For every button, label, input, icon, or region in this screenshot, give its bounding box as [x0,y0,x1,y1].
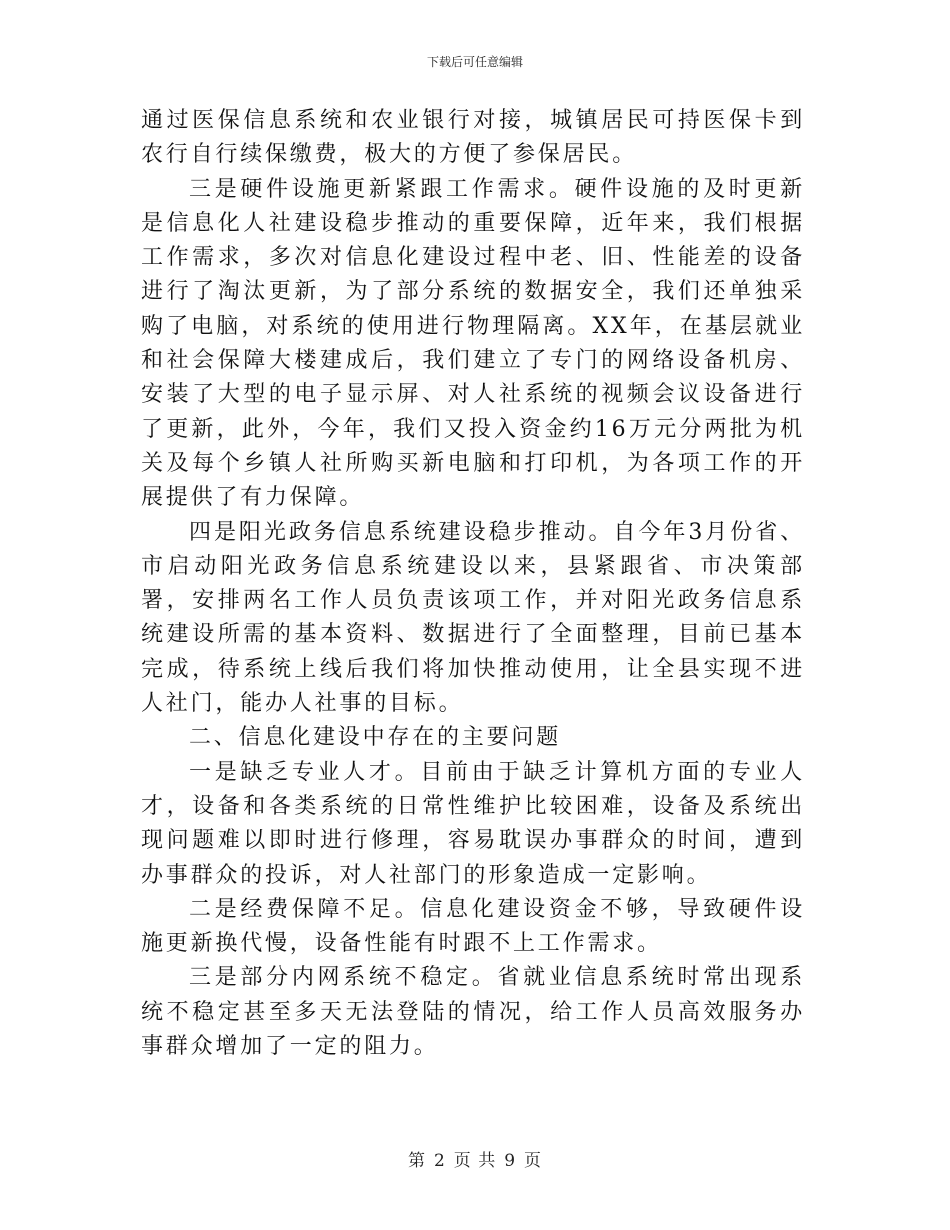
body-paragraph: 三是部分内网系统不稳定。省就业信息系统时常出现系统不稳定甚至多天无法登陆的情况，给工作人员高效服务办事群众增加了一定的阻力。 [141,965,805,1060]
section-heading: 二、信息化建设中存在的主要问题 [189,725,562,751]
body-paragraph: 通过医保信息系统和农业银行对接，城镇居民可持医保卡到农行自行续保缴费，极大的方便了参保居民。 [141,108,805,168]
footer-prefix: 第 [407,1151,426,1171]
current-page-number: 2 [433,1151,446,1171]
body-paragraph: 四是阳光政务信息系统建设稳步推动。自今年3月份省、市启动阳光政务信息系统建设以来，县紧跟省、市决策部署，安排两名工作人员负责该项工作，并对阳光政务信息系统建设所需的基本资料、数据进行了全面整理，目前已基本完成，待系统上线后我们将加快推动使用，让全县实现不进人社门，能办人社事的目标。 [141,519,805,717]
body-paragraph: 一是缺乏专业人才。目前由于缺乏计算机方面的专业人才，设备和各类系统的日常性维护比较困难，设备及系统出现问题难以即时进行修理，容易耽误办事群众的时间，遭到办事群众的投诉，对人社部门的形象造成一定影响。 [141,759,805,888]
page-header: 下载后可任意编辑 [426,55,523,69]
body-paragraph: 三是硬件设施更新紧跟工作需求。硬件设施的及时更新是信息化人社建设稳步推动的重要保障，近年来，我们根据工作需求，多次对信息化建设过程中老、旧、性能差的设备进行了淘汰更新，为了部分系统的数据安全，我们还单独采购了电脑，对系统的使用进行物理隔离。XX年，在基层就业和社会保障大楼建成后，我们建立了专门的网络设备机房、安装了大型的电子显示屏、对人社系统的视频会议设备进行了更新，此外，今年，我们又投入资金约16万元分两批为机关及每个乡镇人社所购买新电脑和打印机，为各项工作的开展提供了有力保障。 [141,176,805,511]
total-pages-number: 9 [504,1151,517,1171]
footer-middle: 页 共 [453,1151,497,1171]
document-body [141,104,805,1064]
body-paragraph: 二是经费保障不足。信息化建设资金不够，导致硬件设施更新换代慢，设备性能有时跟不上工作需求。 [141,896,805,957]
footer-suffix: 页 [524,1151,543,1171]
page-footer [0,1150,950,1172]
